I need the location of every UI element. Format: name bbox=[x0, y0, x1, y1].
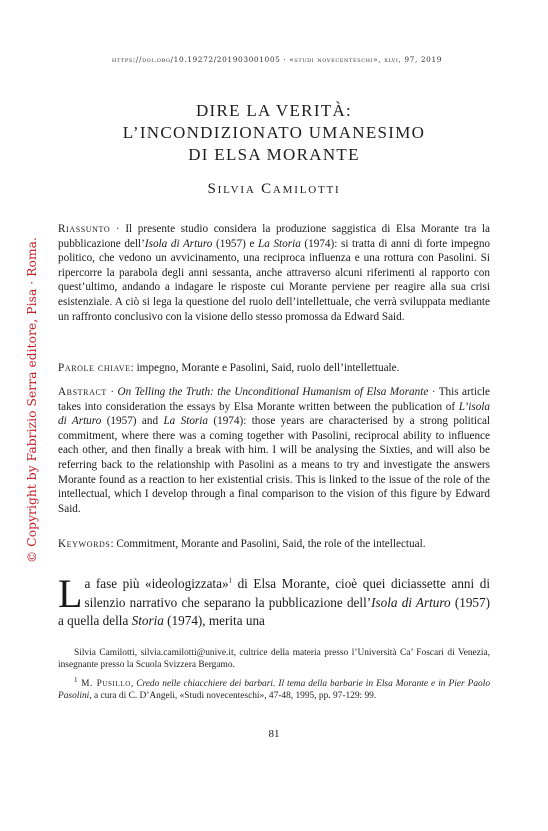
abstract-label: Abstract bbox=[58, 386, 107, 398]
footnote-1-number: 1 bbox=[74, 675, 78, 684]
footnote-ref-1[interactable]: 1 bbox=[228, 576, 233, 585]
body-text-d: (1974), merita una bbox=[163, 613, 265, 628]
riassunto-text-a: Il presente studio considera la produzione saggistica di Elsa Morante tra la pubblicazione dell’ bbox=[58, 223, 491, 250]
article-author: Silvia Camilotti bbox=[207, 181, 341, 197]
riassunto-text-b: (1957) e bbox=[212, 237, 259, 250]
keywords-paragraph bbox=[58, 537, 490, 552]
footnote-1-rest: , a cura di C. D’Angeli, «Studi novecenteschi», 47-48, 1995, pp. 97-129: 99. bbox=[89, 691, 377, 702]
footnote-1-title: Credo nelle chiacchiere dei barbari. Il tema della barbarie in Elsa Morante e in Pier Paolo Pasolini bbox=[58, 679, 491, 702]
article-title-line-3: DI ELSA MORANTE bbox=[188, 145, 360, 164]
page-number: 81 bbox=[268, 728, 280, 740]
copyright-sidebar bbox=[22, 237, 42, 563]
footnote-affiliation: Silvia Camilotti, silvia.camilotti@unive.it, cultrice della materia presso l’Università Ca’ Foscari di Venezia, insegnante presso la Scuola Svizzera Bergamo. bbox=[58, 648, 490, 671]
copyright-notice: © Copyright by Fabrizio Serra editore, Pisa · Roma. bbox=[25, 237, 40, 563]
footnote-1-separator: , bbox=[130, 679, 137, 689]
riassunto-separator: · bbox=[110, 223, 126, 235]
riassunto-text-c: (1974): si tratta di anni di forte impegno politico, che vedono un avvicinamento, una reciproca influenza e una rottura con Pasolini. Si ripercorre la parabola degli anni sessanta, anche attraverso alcuni riferimenti al rapporto con quest’ultimo, andando a indagare le risposte cui Morante perviene per reagire alla sua crisi esistenziale. A ciò si lega la questione del ruolo dell’intellettuale, che verrà sviluppata mediante un raffronto conclusivo con la visione dello stesso promossa da Edward Said. bbox=[58, 237, 491, 323]
abstract-separator: · bbox=[106, 386, 118, 398]
riassunto-paragraph bbox=[58, 222, 490, 324]
abstract-title: On Telling the Truth: the Unconditional Humanism of Elsa Morante bbox=[117, 386, 429, 398]
abstract-text-a: · This article takes into consideration the essays by Elsa Morante written between the publication of bbox=[58, 386, 490, 413]
running-head: https://doi.org/10.19272/201903001005 · «studi novecenteschi», xlvi, 97, 2019 bbox=[111, 55, 443, 64]
body-text-b: di Elsa Morante, cioè quei diciassette anni di silenzio narrativo che separano la pubblicazione dell’ bbox=[84, 576, 490, 610]
keywords-text: : Commitment, Morante and Pasolini, Said, the role of the intellectual. bbox=[110, 538, 426, 550]
article-title-line-2: L’INCONDIZIONATO UMANESIMO bbox=[122, 123, 426, 142]
body-paragraph bbox=[58, 571, 490, 631]
riassunto-title-storia: La Storia bbox=[258, 237, 301, 250]
body-title-isola: Isola di Arturo bbox=[371, 594, 451, 610]
abstract-paragraph bbox=[58, 385, 490, 516]
body-text-a: a fase più «ideologizzata» bbox=[84, 576, 229, 591]
abstract-title-isola: L’isola di Arturo bbox=[58, 400, 490, 428]
footnote-1 bbox=[58, 675, 491, 703]
drop-cap: L bbox=[58, 571, 83, 616]
riassunto-label: Riassunto bbox=[58, 223, 111, 235]
parole-chiave-label: Parole chiave bbox=[58, 362, 131, 374]
body-title-storia: Storia bbox=[131, 613, 164, 628]
body-text-c: (1957) a quella della bbox=[58, 594, 490, 628]
footnote-1-author: M. Pusillo bbox=[77, 679, 131, 689]
keywords-label: Keywords bbox=[58, 538, 111, 550]
abstract-text-b: (1957) and bbox=[101, 415, 164, 428]
parole-chiave-text: : impegno, Morante e Pasolini, Said, ruolo dell’intellettuale. bbox=[130, 362, 400, 374]
parole-chiave-paragraph bbox=[58, 361, 490, 376]
abstract-text-c: (1974): those years are characterised by a strong political commitment, where there was a coming together with Pasolini, reciprocal ability to influence each other, and then finally a break with him. I will be analysing the Sixties, and will also be referring back to the relationship with Pasolini as a means to try and investigate the answers Morante found as a reaction to her existential crisis. This is linked to the issue of the role of the intellectual, which I develop through a final comparison to the vision of this figure by Edward Said. bbox=[58, 415, 491, 515]
riassunto-title-isola: Isola di Arturo bbox=[144, 237, 213, 250]
article-title-line-1: DIRE LA VERITÀ: bbox=[195, 101, 353, 120]
abstract-title-storia: La Storia bbox=[163, 415, 208, 428]
